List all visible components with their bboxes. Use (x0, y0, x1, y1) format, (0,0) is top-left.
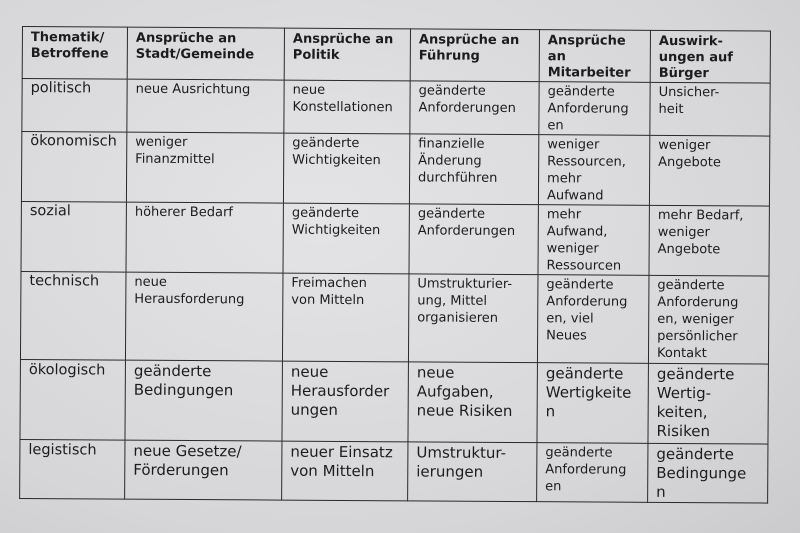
table-cell: weniger Finanzmittel (126, 132, 283, 203)
header-fuehrung: Ansprüche an Führung (410, 29, 539, 82)
table-cell: geänderte Bedingunge n (648, 443, 768, 503)
table-cell: neue Ausrichtung (127, 79, 284, 133)
table-cell: geänderte Anforderung en, viel Neues (537, 275, 649, 364)
header-buerger: Auswirk- ungen auf Bürger (650, 30, 770, 83)
table-cell: geänderte Bedingungen (125, 360, 282, 441)
table-cell: mehr Bedarf, weniger Angebote (649, 205, 769, 276)
table-cell: höherer Bedarf (126, 202, 283, 273)
table-row (20, 439, 768, 503)
table-cell: Freimachen von Mitteln (282, 273, 409, 362)
header-mitarbeiter: Ansprüche an Mitarbeiter (539, 30, 650, 83)
table-cell: neue Konstellationen (284, 80, 410, 134)
header-thematik: Thematik/ Betroffene (22, 27, 127, 80)
table-cell: neue Aufgaben, neue Risiken (408, 362, 537, 443)
row-label: politisch (22, 79, 127, 133)
table-cell: geänderte Wichtigkeiten (283, 203, 409, 274)
table-cell: neue Gesetze/ Förderungen (125, 440, 282, 500)
table-cell: geänderte Anforderung en (539, 82, 650, 136)
table-row (21, 201, 769, 276)
row-label: ökonomisch (21, 132, 126, 203)
table-cell: weniger Angebote (649, 135, 769, 206)
row-label: ökologisch (20, 359, 125, 440)
row-label: technisch (20, 271, 126, 360)
table-row (21, 132, 769, 207)
table-cell: geänderte Wichtigkeiten (283, 133, 409, 204)
table-cell: neue Herausforderung (125, 272, 283, 361)
table-cell: Unsicher- heit (650, 82, 770, 136)
header-stadt-gemeinde: Ansprüche an Stadt/Gemeinde (127, 27, 284, 80)
table-row (22, 79, 770, 137)
table-cell: geänderte Anforderung en, weniger persönlicher Kontakt (648, 275, 769, 364)
table-cell: neue Herausforder ungen (282, 361, 408, 442)
table-cell: Umstrukturier- ung, Mittel organisieren (408, 274, 538, 363)
table-cell: geänderte Wertigkeite n (537, 363, 648, 444)
table-cell: geänderte Wertig- keiten, Risiken (648, 363, 768, 444)
table-cell: mehr Aufwand, weniger Ressourcen (538, 205, 649, 276)
table-cell: geänderte Anforderungen (410, 81, 539, 135)
row-label: legistisch (20, 439, 125, 499)
table-row (20, 271, 769, 364)
table-cell: finanzielle Änderung durchführen (409, 134, 538, 205)
table-cell: neuer Einsatz von Mitteln (282, 441, 408, 501)
themes-table (19, 26, 771, 504)
table-cell: geänderte Anforderungen (409, 204, 538, 275)
table-cell: weniger Ressourcen, mehr Aufwand (538, 135, 649, 206)
table-cell: geänderte Anforderung en (537, 443, 648, 503)
header-politik: Ansprüche an Politik (284, 28, 410, 81)
row-label: sozial (21, 201, 126, 272)
table-header-row (22, 27, 770, 84)
table-row (20, 359, 768, 444)
table-cell: Umstruktur- ierungen (408, 442, 537, 502)
